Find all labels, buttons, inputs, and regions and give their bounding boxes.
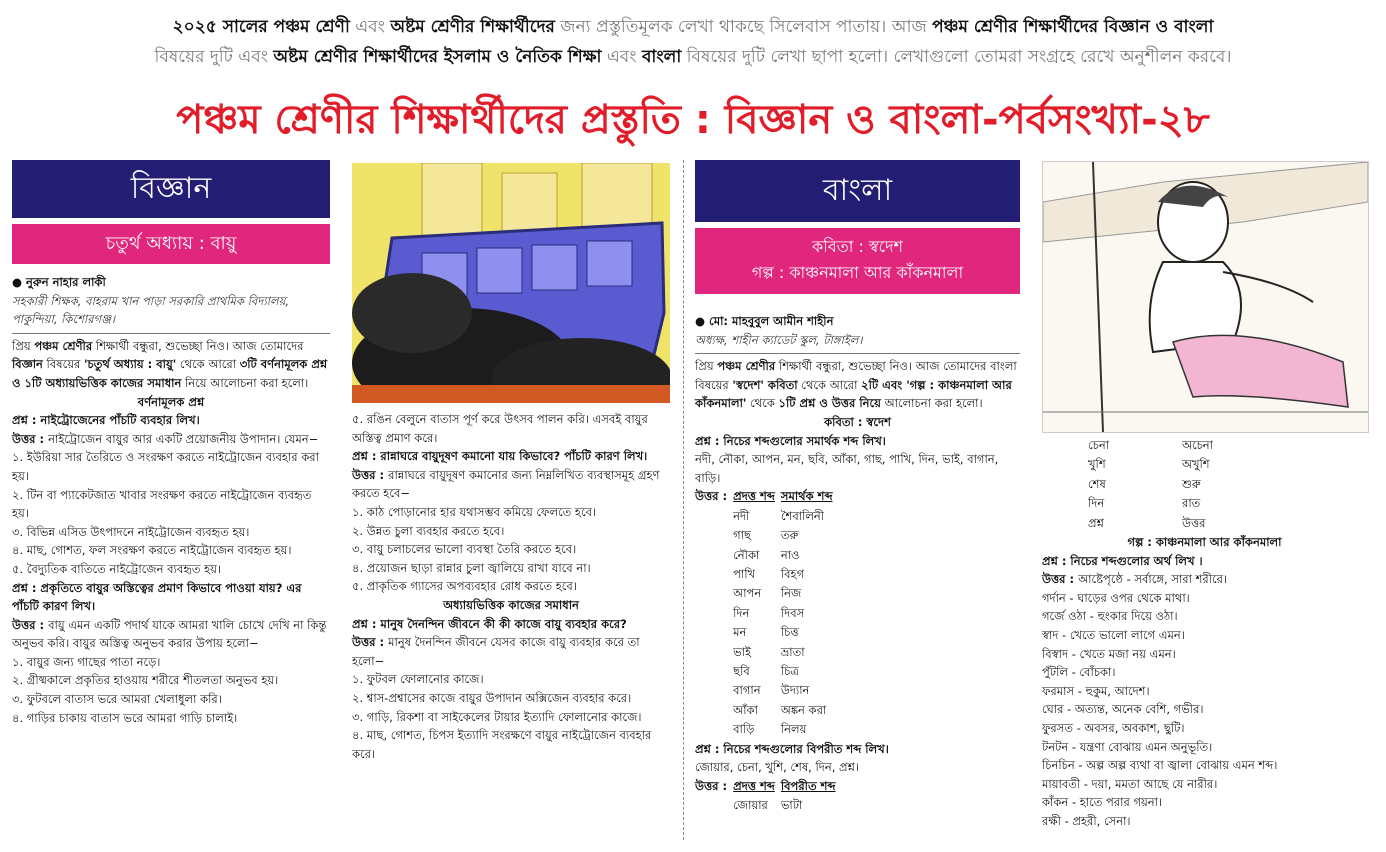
list-item: ৫. বৈদ্যুতিক বাতিতে নাইট্রোজেন ব্যবহৃত হয়। xyxy=(12,561,222,576)
science-chapter: চতুর্থ অধ্যায় : বায়ু xyxy=(12,224,330,264)
question: প্রশ্ন : নাইট্রোজেনের পাঁচটি ব্যবহার লিখ। xyxy=(12,413,200,428)
list-item: গর্দান - ঘাড়ের ওপর থেকে মাথা। xyxy=(1042,590,1190,605)
list-item: ১. ফুটবল ফোলানোর কাজে। xyxy=(352,672,484,687)
question: প্রশ্ন : নিচের শব্দগুলোর সমার্থক শব্দ লিখ। xyxy=(695,433,886,448)
question: প্রশ্ন : নিচের শব্দগুলোর বিপরীত শব্দ লিখ। xyxy=(695,741,889,756)
list-item: বিস্বাদ - খেতে মজা নয় এমন। xyxy=(1042,646,1176,661)
list-item: ঘোর - অত্যন্ত, অনেক বেশি, গভীর। xyxy=(1042,702,1204,717)
answer: উত্তর : নাইট্রোজেন বায়ুর আর একটি প্রয়োজনীয় উপাদান। যেমন− xyxy=(12,431,319,446)
list-item: টনটন - যন্ত্রণা বোঝায় এমন অনুভূতি। xyxy=(1042,739,1213,754)
list-item: ফুরসত - অবসর, অবকাশ, ছুটি। xyxy=(1042,720,1185,735)
list-item: ৪. গাড়ির চাকায় বাতাস ভরে আমরা গাড়ি চালাই। xyxy=(12,710,238,725)
bangla-column xyxy=(695,160,1020,816)
section-heading: কবিতা : স্বদেশ xyxy=(824,414,891,429)
answer: উত্তর : রান্নাঘরে বায়ুদূষণ কমানোর জন্য নিম্নলিখিত ব্যবস্থাসমূহ গ্রহণ করতে হবে− xyxy=(352,467,660,501)
list-item: মায়াবতী - দয়া, মমতা আছে যে নারীর। xyxy=(1042,776,1218,791)
list-item: ৪. মাছ, গোশত, চিপস ইত্যাদি সংরক্ষণে বায়ুর নাইট্রোজেন ব্যবহার করে। xyxy=(352,728,652,761)
list-item: ৫. প্রাকৃতিক গ্যাসের অপব্যবহার রোধ করতে হবে। xyxy=(352,579,577,594)
list-item: ১. ইউরিয়া সার তৈরিতে ও সংরক্ষণ করতে নাইট্রোজেন ব্যবহার করা হয়। xyxy=(12,450,319,483)
table-row: শেষ শুরু xyxy=(1088,476,1201,491)
table-row: বাগান উদ্যান xyxy=(733,683,810,698)
table-row: বাড়ি নিলয় xyxy=(733,722,807,737)
list-item: ২. টিন বা প্যাকেটজাত খাবার সংরক্ষণ করতে নাইট্রোজেন ব্যবহৃত হয়। xyxy=(12,487,312,521)
science-column xyxy=(12,160,330,727)
answer: উত্তর : বায়ু এমন একটি পদার্থ যাকে আমরা খালি চোখে দেখি না কিন্তু অনুভব করি। বায়ুর অস্তিত্ব অনুভব করার উপায় হলো− xyxy=(12,617,327,651)
list-item: ১. কাঠ পোড়ানোর হার যথাসম্ভব কমিয়ে ফেলতে হবে। xyxy=(352,504,597,519)
list-item: ৪. প্রয়োজন ছাড়া রান্নার চুলা জ্বালিয়ে রাখা যাবে না। xyxy=(352,560,591,575)
divider xyxy=(12,333,330,334)
page-headline: পঞ্চম শ্রেণীর শিক্ষার্থীদের প্রস্তুতি : বিজ্ঞান ও বাংলা-পর্বসংখ্যা-২৮ xyxy=(176,97,1210,143)
list-item: স্বাদ - খেতে ভালো লাগে এমন। xyxy=(1042,628,1185,642)
table-row: খুশি অখুশি xyxy=(1088,457,1210,472)
boy-sitting-illustration xyxy=(1042,161,1369,433)
table-row: গাছ তরু xyxy=(733,528,799,543)
intro-text: ২০২৫ সালের পঞ্চম শ্রেণী এবং অষ্টম শ্রেণীর শিক্ষার্থীদের জন্য প্রস্তুতিমূলক লেখা থাকছে সিলেবাস পাতায়। আজ পঞ্চম শ্রেণীর শিক্ষার্থীদের বিজ্ঞান ও বাংলা বিষয়ের দুটি এবং অষ্টম শ্রেণীর শিক্ষার্থীদের ইসলাম ও নৈতিক শিক্ষা এবং বাংলা বিষয়ের দুটি লেখা ছাপা হলো। লেখাগুলো তোমরা সংগ্রহে রেখে অনুশীলন করবে। xyxy=(154,17,1232,67)
science-affiliation: সহকারী শিক্ষক, বাহরাম খান পাড়া সরকারি প্রাথমিক বিদ্যালয়, পাকুন্দিয়া, কিশোরগঞ্জ। xyxy=(12,293,290,327)
bangla-column-2 xyxy=(1042,436,1367,831)
list-item: ৩. ফুটবলে বাতাস ভরে আমরা খেলাধুলা করি। xyxy=(12,692,222,707)
word-list: নদী, নৌকা, আপন, মন, ছবি, আঁকা, গাছ, পাখি, দিন, ভাই, বাগান, বাড়ি। xyxy=(695,452,999,485)
bangla-affiliation: অধ্যক্ষ, শাহীন ক্যাডেট স্কুল, টাঙ্গাইল। xyxy=(695,332,863,347)
section-heading: গল্প : কাঞ্চনমালা আর কাঁকনমালা xyxy=(1127,535,1282,550)
section-heading: অধ্যায়ভিত্তিক কাজের সমাধান xyxy=(443,597,579,612)
antonym-table: উত্তর : প্রদত্ত শব্দ বিপরীত শব্দ জোয়ার ভাটা xyxy=(695,777,841,816)
question: প্রশ্ন : রান্নাঘরে বায়ুদূষণ কমানো যায় কিভাবে? পাঁচটি কারণ লিখ। xyxy=(352,449,648,464)
synonym-table: উত্তর : প্রদত্ত শব্দ সমার্থক শব্দ নদী শৈবালিনী গাছ তরু নৌকা নাও পাখি বিহগ আপন নিজ দিন দিবস মন চিত্ত ভাই ভ্রাতা ছবি চিত্র বাগান উদ্যান আঁকা অঙ্কন করা বাড়ি নিলয় xyxy=(695,487,839,739)
table-row: পাখি বিহগ xyxy=(733,566,805,581)
question: প্রশ্ন : নিচের শব্দগুলোর অর্থ লিখ । xyxy=(1042,553,1203,568)
list-item: ৩. গাড়ি, রিকশা বা সাইকেলের টায়ার ইত্যাদি ফোলানোর কাজে। xyxy=(352,709,642,724)
list-item: কাঁকন - হাতে পরার গয়না। xyxy=(1042,795,1163,810)
list-item: ফরমাস - হুকুম, আদেশ। xyxy=(1042,683,1150,698)
answer: উত্তর : মানুষ দৈনন্দিন জীবনে যেসব কাজে বায়ু ব্যবহার করে তা হলো− xyxy=(352,635,640,668)
table-row: জোয়ার ভাটা xyxy=(733,798,803,813)
question: প্রশ্ন : মানুষ দৈনন্দিন জীবনে কী কী কাজে বায়ু ব্যবহার করে? xyxy=(352,616,627,631)
list-item: ৩. বায়ু চলাচলের ভালো ব্যবস্থা তৈরি করতে হবে। xyxy=(352,542,577,557)
table-row: আপন নিজ xyxy=(733,586,802,601)
section-heading: বর্ণনামূলক প্রশ্ন xyxy=(137,394,205,409)
list-item: ১. বায়ুর জন্য গাছের পাতা নড়ে। xyxy=(12,654,161,669)
list-item: ২. গ্রীষ্মকালে প্রকৃতির হাওয়ায় শরীরে শীতলতা অনুভব হয়। xyxy=(12,673,279,688)
science-column-2 xyxy=(352,410,670,763)
divider xyxy=(695,353,1020,354)
list-item: ৪. মাছ, গোশত, ফল সংরক্ষণ করতে নাইট্রোজেন ব্যবহৃত হয়। xyxy=(12,543,292,558)
bangla-title: বাংলা xyxy=(695,160,1020,222)
table-row: আঁকা অঙ্কন করা xyxy=(733,702,827,717)
table-row: দিন দিবস xyxy=(733,605,805,620)
list-item: পুঁটলি - বোঁচকা। xyxy=(1042,665,1116,680)
bangla-subtitle: কবিতা : স্বদেশ গল্প : কাঞ্চনমালা আর কাঁকনমালা xyxy=(695,228,1020,294)
bangla-intro: প্রিয় পঞ্চম শ্রেণীর শিক্ষার্থী বন্ধুরা, শুভেচ্ছা নিও। আজ তোমাদের বাংলা বিষয়ের 'স্বদেশ' কবিতা থেকে আরো ২টি এবং 'গল্প : কাঞ্চনমালা আর কাঁকনমালা' থেকে ১টি প্রশ্ন ও উত্তর নিয়ে আলোচনা করা হলো। xyxy=(695,359,1017,411)
antonym-table-cont xyxy=(1088,436,1219,533)
bangla-author: ● মো: মাহবুবুল আমীন শাহীন xyxy=(695,314,834,328)
list-item: ৩. বিভিন্ন এসিড উৎপাদনে নাইট্রোজেন ব্যবহৃত হয়। xyxy=(12,524,250,539)
table-row: ছবি চিত্র xyxy=(733,664,799,678)
column-divider xyxy=(683,160,684,840)
table-row: নদী শৈবালিনী xyxy=(733,508,825,523)
table-row: নৌকা নাও xyxy=(733,547,800,562)
list-item: ৫. রঙিন বেলুনে বাতাস পূর্ণ করে উৎসব পালন করি। এসবই বায়ুর অস্তিত্ব প্রমাণ করে। xyxy=(352,412,648,445)
table-row: ভাই ভ্রাতা xyxy=(733,644,805,659)
table-row: দিন রাত xyxy=(1088,496,1201,511)
list-item: গর্জে ওঠা - হুংকার দিয়ে ওঠা। xyxy=(1042,609,1178,624)
list-item: উত্তর : আষ্টেপৃষ্ঠে - সর্বাঙ্গে, সারা শরীরে। xyxy=(1042,572,1228,587)
list-item: রক্ষী - প্রহরী, সেনা। xyxy=(1042,813,1131,828)
table-row: প্রশ্ন উত্তর xyxy=(1088,515,1206,530)
bus-pollution-illustration xyxy=(352,163,670,403)
science-intro: প্রিয় পঞ্চম শ্রেণীর শিক্ষার্থী বন্ধুরা, শুভেচ্ছা নিও। আজ তোমাদের বিজ্ঞান বিষয়ের 'চতুর্থ অধ্যায় : বায়ু' থেকে আরো ৩টি বর্ণনামূলক প্রশ্ন ও ১টি অধ্যায়ভিত্তিক কাজের সমাধান নিয়ে আলোচনা করা হলো। xyxy=(12,338,328,390)
table-row: মন চিত্ত xyxy=(733,625,799,640)
science-author: ● নুরুন নাহার লাকী xyxy=(12,275,106,289)
table-row: চেনা অচেনা xyxy=(1088,438,1213,452)
word-list: জোয়ার, চেনা, খুশি, শেষ, দিন, প্রশ্ন। xyxy=(695,760,859,775)
list-item: ২. উন্নত চুলা ব্যবহার করতে হবে। xyxy=(352,523,505,538)
question: প্রশ্ন : প্রকৃতিতে বায়ুর অস্তিত্বের প্রমাণ কিভাবে পাওয়া যায়? এর পাঁচটি কারণ লিখ। xyxy=(12,580,302,614)
science-title: বিজ্ঞান xyxy=(12,160,330,218)
list-item: ২. শ্বাস-প্রশ্বাসের কাজে বায়ুর উপাদান অক্সিজেন ব্যবহার করে। xyxy=(352,690,632,705)
list-item: চিনচিন - অল্প অল্প ব্যথা বা জ্বালা বোঝায় এমন শব্দ। xyxy=(1042,758,1278,773)
